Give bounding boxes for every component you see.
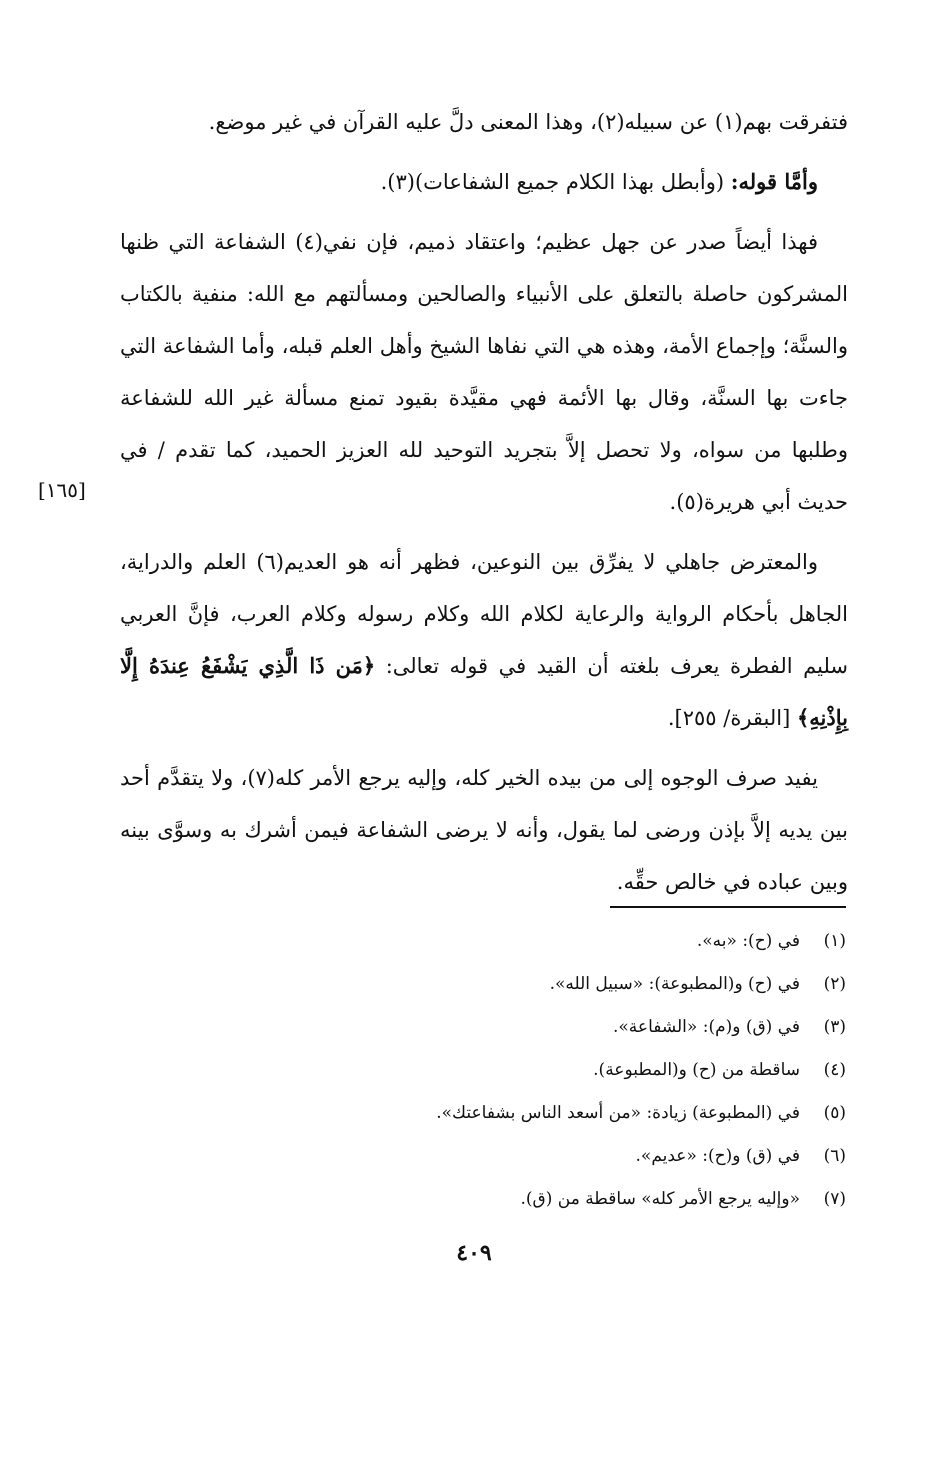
main-text (120, 96, 848, 916)
footnote-number: (١) (823, 931, 846, 951)
footnote-item (200, 920, 846, 963)
paragraph-2 (120, 156, 848, 208)
footnote-item (200, 1006, 846, 1049)
footnote-number: (٦) (823, 1146, 846, 1166)
footnote-text: في (ح) و(المطبوعة): «سبيل الله». (549, 974, 800, 994)
footnote-item (200, 1178, 846, 1221)
footnote-item (200, 1092, 846, 1135)
footnote-item (200, 1049, 846, 1092)
footnote-text: في (ح): «به». (696, 931, 800, 951)
footnote-text: في (المطبوعة) زيادة: «من أسعد الناس بشفاعتك». (436, 1103, 800, 1123)
footnote-number: (٢) (823, 974, 846, 994)
footnote-text: ساقطة من (ح) و(المطبوعة). (593, 1060, 800, 1080)
paragraph-4 (120, 536, 848, 744)
footnote-item (200, 1135, 846, 1178)
footnote-number: (٥) (823, 1103, 846, 1123)
footnote-number: (٣) (823, 1017, 846, 1037)
margin-page-reference: [١٦٥] (38, 478, 86, 502)
footnote-item (200, 963, 846, 1006)
paragraph-2-lead: وأمَّا قوله: (730, 169, 818, 194)
paragraph-3: فهذا أيضاً صدر عن جهل عظيم؛ واعتقاد ذميم، فإن نفي(٤) الشفاعة التي ظنها المشركون حاصلة بالتعلق على الأنبياء والصالحين ومسألتهم مع الله: منفية بالكتاب والسنَّة؛ وإجماع الأمة، وهذه هي التي نفاها الشيخ وأهل العلم قبله، وأما الشفاعة التي جاءت بها السنَّة، وقال بها الأئمة فهي مقيَّدة بقيود تمنع مسألة غير الله للشفاعة وطلبها من سواه، ولا تحصل إلاَّ بتجريد التوحيد لله العزيز الحميد، كما تقدم / في حديث أبي هريرة(٥). (120, 230, 848, 514)
footnote-text: في (ق) و(ح): «عديم». (635, 1146, 800, 1166)
paragraph-1: فتفرقت بهم(١) عن سبيله(٢)، وهذا المعنى دلَّ عليه القرآن في غير موضع. (208, 110, 848, 134)
footnote-text: في (ق) و(م): «الشفاعة». (613, 1017, 800, 1037)
paragraph-4-text-after: [البقرة/ ٢٥٥]. (667, 706, 797, 730)
footnotes (200, 920, 846, 1221)
footnote-text: «وإليه يرجع الأمر كله» ساقطة من (ق). (520, 1189, 800, 1209)
footnote-number: (٤) (823, 1060, 846, 1080)
footnote-number: (٧) (823, 1189, 846, 1209)
page-number: ٤٠٩ (456, 1240, 492, 1266)
quran-verse: ﴿مَن ذَا الَّذِي يَشْفَعُ عِندَهُ إِلَّا بِإِذْنِهِ﴾ (120, 653, 848, 730)
paragraph-4-text-before: والمعترض جاهلي لا يفرِّق بين النوعين، فظهر أنه هو العديم(٦) العلم والدراية، الجاهل بأحكام الرواية والرعاية لكلام الله وكلام رسوله وكلام العرب، فإنَّ العربي سليم الفطرة يعرف بلغته أن القيد في قوله تعالى: (120, 550, 848, 678)
footnote-separator (610, 906, 846, 908)
paragraph-2-text: (وأبطل بهذا الكلام جميع الشفاعات)(٣). (380, 170, 731, 194)
paragraph-5: يفيد صرف الوجوه إلى من بيده الخير كله، وإليه يرجع الأمر كله(٧)، ولا يتقدَّم أحد بين يديه إلاَّ بإذن ورضى لما يقول، وأنه لا يرضى الشفاعة فيمن أشرك به وسوَّى بينه وبين عباده في خالص حقِّه. (120, 766, 848, 894)
